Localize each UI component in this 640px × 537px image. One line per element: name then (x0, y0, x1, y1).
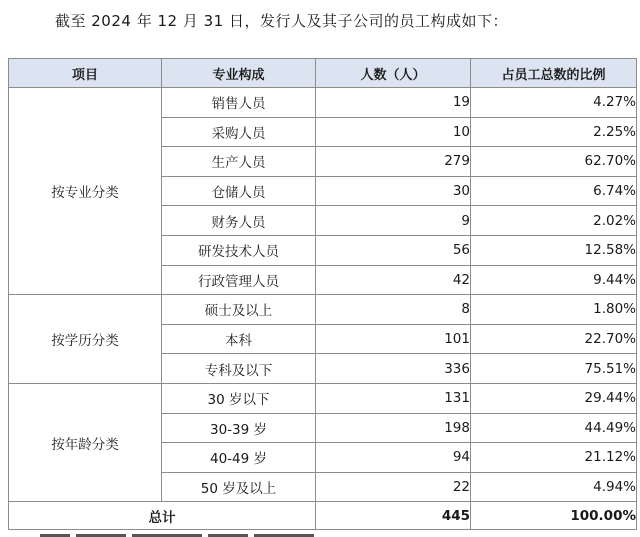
composition-cell: 40-49 岁 (162, 443, 316, 473)
count-cell: 19 (316, 88, 471, 118)
composition-cell: 采购人员 (162, 117, 316, 147)
header-count: 人数（人） (316, 59, 471, 88)
percentage-cell: 62.70% (471, 147, 637, 177)
composition-cell: 专科及以下 (162, 354, 316, 384)
count-cell: 279 (316, 147, 471, 177)
percentage-cell: 21.12% (471, 443, 637, 473)
table-row (9, 88, 637, 118)
intro-text: 截至 2024 年 12 月 31 日，发行人及其子公司的员工构成如下： (55, 12, 508, 30)
percentage-cell: 9.44% (471, 265, 637, 295)
count-cell: 336 (316, 354, 471, 384)
composition-cell: 财务人员 (162, 206, 316, 236)
category-cell: 按专业分类 (9, 88, 162, 295)
cutoff-next-line (40, 530, 370, 537)
composition-cell: 50 岁及以上 (162, 472, 316, 502)
header-item: 项目 (9, 59, 162, 88)
percentage-cell: 2.02% (471, 206, 637, 236)
count-cell: 30 (316, 176, 471, 206)
count-cell: 94 (316, 443, 471, 473)
table-body (9, 88, 637, 530)
composition-cell: 30 岁以下 (162, 383, 316, 413)
composition-cell: 行政管理人员 (162, 265, 316, 295)
composition-cell: 硕士及以上 (162, 295, 316, 325)
composition-cell: 销售人员 (162, 88, 316, 118)
total-count: 445 (316, 502, 471, 530)
table-row (9, 295, 637, 325)
count-cell: 101 (316, 324, 471, 354)
percentage-cell: 2.25% (471, 117, 637, 147)
header-composition: 专业构成 (162, 59, 316, 88)
percentage-cell: 75.51% (471, 354, 637, 384)
count-cell: 8 (316, 295, 471, 325)
percentage-cell: 6.74% (471, 176, 637, 206)
count-cell: 131 (316, 383, 471, 413)
total-label: 总计 (9, 502, 316, 530)
percentage-cell: 4.94% (471, 472, 637, 502)
percentage-cell: 44.49% (471, 413, 637, 443)
count-cell: 22 (316, 472, 471, 502)
header-percentage: 占员工总数的比例 (471, 59, 637, 88)
count-cell: 56 (316, 235, 471, 265)
count-cell: 198 (316, 413, 471, 443)
percentage-cell: 29.44% (471, 383, 637, 413)
percentage-cell: 22.70% (471, 324, 637, 354)
composition-cell: 研发技术人员 (162, 235, 316, 265)
composition-cell: 生产人员 (162, 147, 316, 177)
employee-composition-table (8, 58, 637, 530)
percentage-cell: 12.58% (471, 235, 637, 265)
percentage-cell: 1.80% (471, 295, 637, 325)
count-cell: 42 (316, 265, 471, 295)
count-cell: 10 (316, 117, 471, 147)
composition-cell: 仓储人员 (162, 176, 316, 206)
table-row (9, 383, 637, 413)
category-cell: 按学历分类 (9, 295, 162, 384)
count-cell: 9 (316, 206, 471, 236)
composition-cell: 本科 (162, 324, 316, 354)
percentage-cell: 4.27% (471, 88, 637, 118)
table-header-row (9, 59, 637, 88)
total-percentage: 100.00% (471, 502, 637, 530)
category-cell: 按年龄分类 (9, 383, 162, 501)
composition-cell: 30-39 岁 (162, 413, 316, 443)
total-row (9, 502, 637, 530)
